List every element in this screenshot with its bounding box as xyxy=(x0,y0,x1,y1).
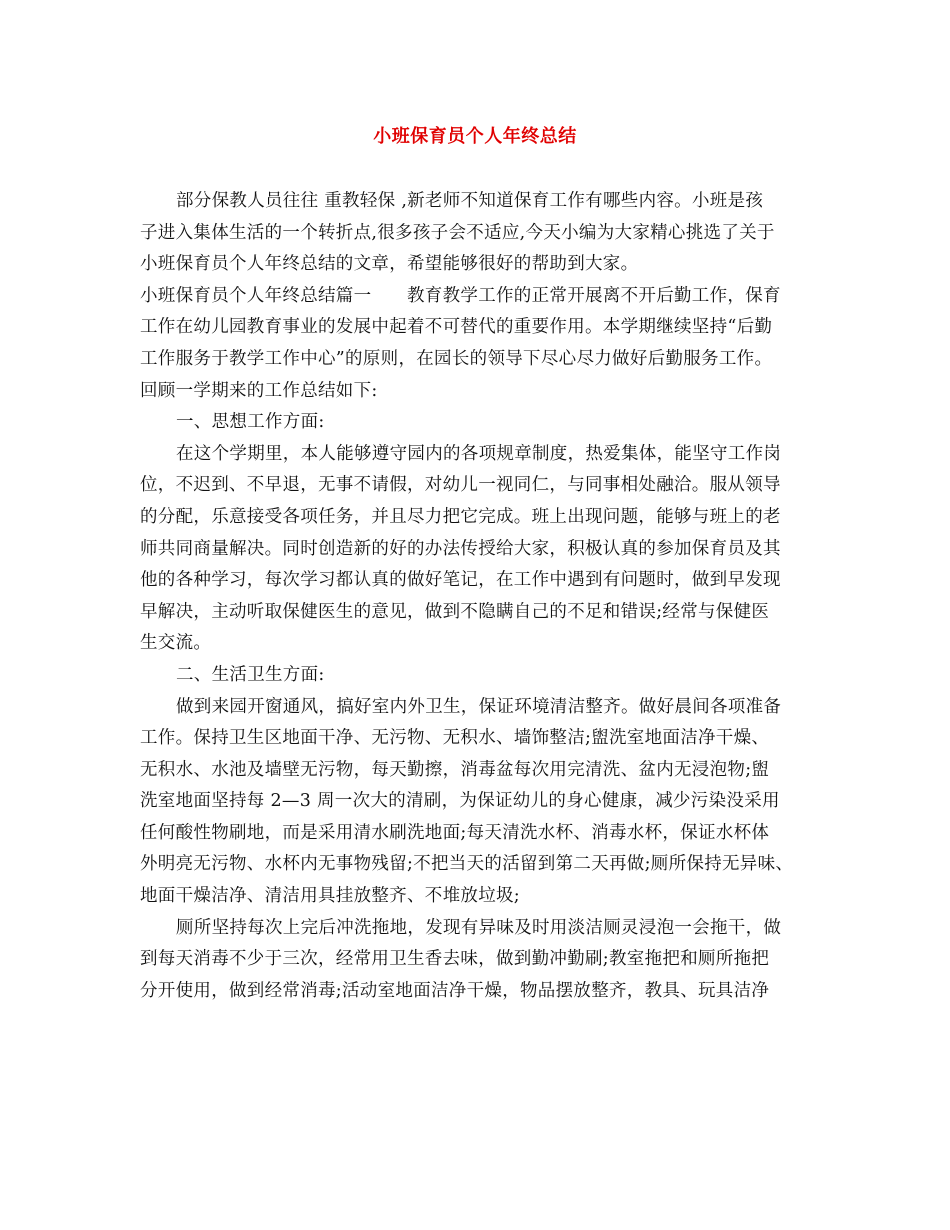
paragraph-line: 子进入集体生活的一个转折点,很多孩子会不适应,今天小编为大家精心挑选了关于 xyxy=(140,222,775,243)
paragraph-line: 早解决，主动听取保健医生的意见，做到不隐瞒自己的不足和错误;经常与保健医 xyxy=(140,601,770,622)
paragraph-line: 任何酸性物刷地，而是采用清水刷洗地面;每天清洗水杯、消毒水杯，保证水杯体 xyxy=(140,822,770,843)
paragraph-line: 到每天消毒不少于三次，经常用卫生香去味，做到勤冲勤刷;教室拖把和厕所拖把 xyxy=(140,949,770,970)
paragraph-line: 洗室地面坚持每 2—3 周一次大的清刷，为保证幼儿的身心健康，减少污染没采用 xyxy=(140,791,780,812)
paragraph-line: 做到来园开窗通风，搞好室内外卫生，保证环境清洁整齐。做好晨间各项准备 xyxy=(176,696,782,717)
document-body xyxy=(140,186,830,1007)
paragraph-line: 的分配，乐意接受各项任务，并且尽力把它完成。班上出现问题，能够与班上的老 xyxy=(140,506,781,527)
paragraph-line: 无积水、水池及墙壁无污物，每天勤擦，消毒盆每次用完清洗、盆内无浸泡物;盥 xyxy=(140,759,770,780)
paragraph-line: 二、生活卫生方面: xyxy=(176,664,325,685)
paragraph-line: 生交流。 xyxy=(140,633,212,654)
paragraph-line: 小班保育员个人年终总结篇一 教育教学工作的正常开展离不开后勤工作，保育 xyxy=(140,285,781,306)
paragraph-line: 位，不迟到、不早退，无事不请假，对幼儿一视同仁，与同事相处融洽。服从领导 xyxy=(140,475,781,496)
document-title: 小班保育员个人年终总结 xyxy=(373,126,577,147)
paragraph-line: 分开使用，做到经常消毒;活动室地面洁净干燥，物品摆放整齐，教具、玩具洁净 xyxy=(140,980,770,1001)
paragraph-line: 地面干燥洁净、清洁用具挂放整齐、不堆放垃圾; xyxy=(140,886,520,907)
paragraph-line: 回顾一学期来的工作总结如下: xyxy=(140,380,378,401)
paragraph-line: 他的各种学习，每次学习都认真的做好笔记，在工作中遇到有问题时，做到早发现 xyxy=(140,570,781,591)
paragraph-line: 工作。保持卫生区地面干净、无污物、无积水、墙饰整洁;盥洗室地面洁净干燥、 xyxy=(140,728,770,749)
paragraph-line: 工作在幼儿园教育事业的发展中起着不可替代的重要作用。本学期继续坚持“后勤 xyxy=(140,317,773,338)
paragraph-line: 一、思想工作方面: xyxy=(176,412,325,433)
paragraph-line: 部分保教人员往往 重教轻保 ,新老师不知道保育工作有哪些内容。小班是孩 xyxy=(176,191,764,211)
paragraph-line: 师共同商量解决。同时创造新的好的办法传授给大家，积极认真的参加保育员及其 xyxy=(140,538,781,559)
paragraph-line: 在这个学期里，本人能够遵守园内的各项规章制度，热爱集体，能坚守工作岗 xyxy=(176,443,782,464)
paragraph-line: 小班保育员个人年终总结的文章，希望能够很好的帮助到大家。 xyxy=(140,254,639,275)
paragraph-line: 厕所坚持每次上完后冲洗拖地，发现有异味及时用淡洁厕灵浸泡一会拖干，做 xyxy=(176,917,782,938)
paragraph-line: 工作服务于教学工作中心”的原则，在园长的领导下尽心尽力做好后勤服务工作。 xyxy=(140,348,773,369)
paragraph-line: 外明亮无污物、水杯内无事物残留;不把当天的活留到第二天再做;厕所保持无异味、 xyxy=(140,854,794,875)
